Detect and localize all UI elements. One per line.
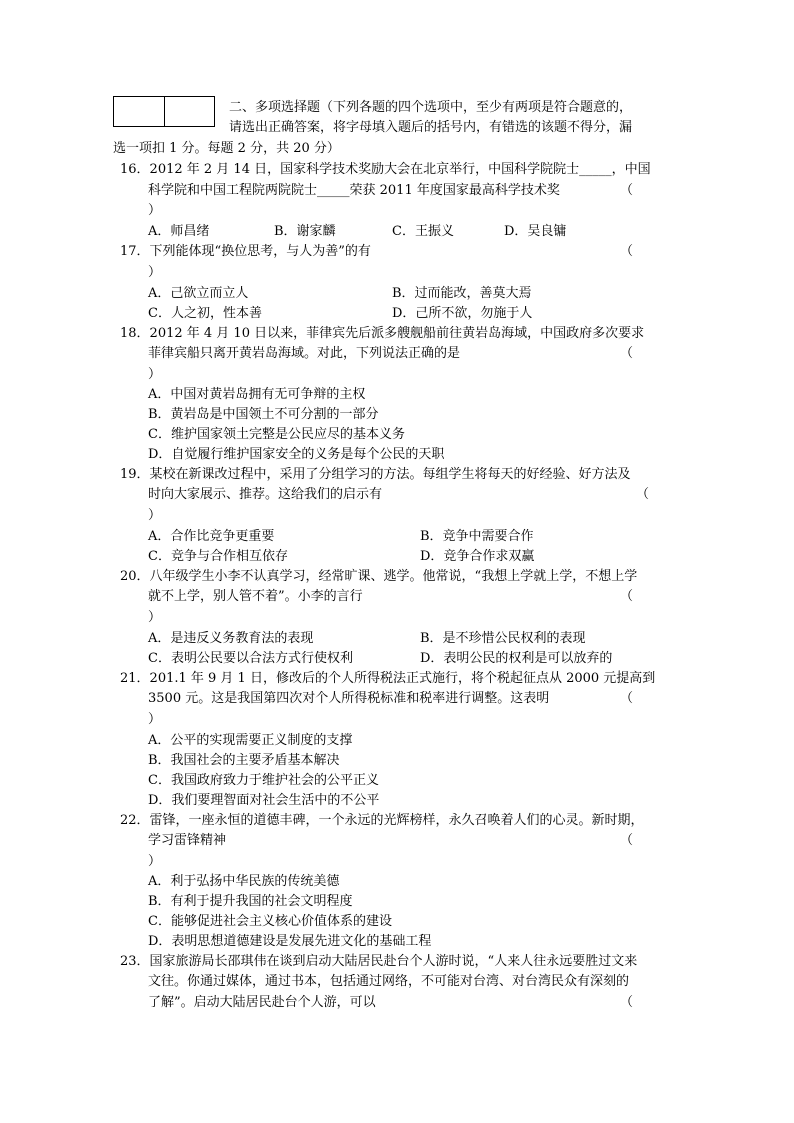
option-c: C．维护国家领土完整是公民应尽的基本义务 (148, 427, 405, 442)
question-20-stem: 就不上学，别人管不着”。小李的言行 (148, 589, 363, 604)
option-a: A．中国对黄岩岛拥有无可争辩的主权 (148, 387, 366, 402)
answer-paren-open: （ (620, 183, 634, 198)
option-b: B．是不珍惜公民权利的表现 (420, 631, 586, 646)
answer-paren-open: （ (636, 487, 650, 502)
answer-paren-close: ） (148, 367, 162, 382)
score-box (113, 96, 215, 127)
question-18-stem: 18．2012 年 4 月 10 日以来，菲律宾先后派多艘舰船前往黄岩岛海域，中国政府多次要求 (120, 326, 645, 341)
question-16-stem: 科学院和中国工程院两院院士_____荣获 2011 年度国家最高科学技术奖 (148, 183, 560, 198)
option-a: A．利于弘扬中华民族的传统美德 (148, 874, 340, 889)
answer-paren-close: ） (148, 265, 162, 280)
question-22-stem: 22．雷锋，一座永恒的道德丰碑，一个永远的光辉榜样，永久召唤着人们的心灵。新时期， (120, 813, 644, 828)
option-c: C．竞争与合作相互依存 (148, 549, 288, 564)
answer-paren-close: ） (148, 203, 162, 218)
question-17-stem: 17．下列能体现“换位思考，与人为善”的有 (120, 244, 371, 259)
question-21-stem: 3500 元。这是我国第四次对个人所得税标准和税率进行调整。这表明 (148, 691, 550, 706)
option-c: C．能够促进社会主义核心价值体系的建设 (148, 914, 392, 929)
section-heading: 二、多项选择题（下列各题的四个选项中，至少有两项是符合题意的， (229, 100, 633, 115)
option-a: A．公平的实现需要正义制度的支撑 (148, 733, 353, 748)
answer-paren-open: （ (620, 691, 634, 706)
option-d: D．竞争合作求双赢 (420, 549, 535, 564)
option-a: A．合作比竞争更重要 (148, 529, 275, 544)
answer-paren-close: ） (148, 854, 162, 869)
answer-paren-close: ） (148, 610, 162, 625)
question-19-stem: 19．某校在新课改过程中，采用了分组学习的方法。每组学生将每天的好经验、好方法及 (120, 467, 631, 482)
option-c: C．人之初，性本善 (148, 306, 262, 321)
option-b: B．谢家麟 (274, 224, 336, 239)
question-23-stem: 23．国家旅游局长邵琪伟在谈到启动大陆居民赴台个人游时说，“人来人往永远要胜过文来 (120, 954, 638, 969)
answer-paren-close: ） (148, 508, 162, 523)
option-c: C．表明公民要以合法方式行使权利 (148, 651, 353, 666)
option-b: B．过而能改，善莫大焉 (392, 286, 532, 301)
question-23-stem: 文往。你通过媒体，通过书本，包括通过网络，不可能对台湾、对台湾民众有深刻的 (148, 974, 630, 989)
question-20-stem: 20．八年级学生小李不认真学习，经常旷课、逃学。他常说，“我想上学就上学，不想上学 (120, 569, 638, 584)
answer-paren-close: ） (148, 712, 162, 727)
option-a: A．己欲立而立人 (148, 286, 249, 301)
question-22-stem: 学习雷锋精神 (148, 833, 227, 848)
answer-paren-open: （ (620, 833, 634, 848)
question-19-stem: 时向大家展示、推荐。这给我们的启示有 (148, 487, 383, 502)
option-a: A．师昌绪 (148, 224, 210, 239)
question-21-stem: 21．201.1 年 9 月 1 日，修改后的个人所得税法正式施行，将个税起征点从 2000 元提高到 (120, 671, 656, 686)
option-d: D．自觉履行维护国家安全的义务是每个公民的天职 (148, 447, 445, 462)
answer-paren-open: （ (620, 589, 634, 604)
section-scoring: 选一项扣 1 分。每题 2 分，共 20 分） (113, 141, 340, 156)
option-b: B．黄岩岛是中国领土不可分割的一部分 (148, 407, 379, 422)
question-18-stem: 菲律宾船只离开黄岩岛海域。对此，下列说法正确的是 (148, 346, 461, 361)
option-d: D．表明公民的权利是可以放弃的 (420, 651, 613, 666)
question-23-stem: 了解”。启动大陆居民赴台个人游，可以 (148, 995, 376, 1010)
option-b: B．竞争中需要合作 (420, 529, 534, 544)
question-16-stem: 16．2012 年 2 月 14 日，国家科学技术奖励大会在北京举行，中国科学院院士_____，中国 (120, 162, 651, 177)
option-c: C．我国政府致力于维护社会的公平正义 (148, 773, 379, 788)
answer-paren-open: （ (620, 346, 634, 361)
option-b: B．有利于提升我国的社会文明程度 (148, 894, 353, 909)
option-d: D．吴良镛 (504, 224, 567, 239)
option-d: D．我们要理智面对社会生活中的不公平 (148, 793, 380, 808)
answer-paren-open: （ (620, 995, 634, 1010)
answer-paren-open: （ (620, 244, 634, 259)
option-a: A．是违反义务教育法的表现 (148, 631, 314, 646)
score-cell (114, 97, 165, 126)
option-b: B．我国社会的主要矛盾基本解决 (148, 753, 340, 768)
section-instructions: 请选出正确答案，将字母填入题后的括号内，有错选的该题不得分，漏 (229, 120, 633, 135)
score-cell (165, 97, 215, 126)
option-d: D．己所不欲，勿施于人 (392, 306, 533, 321)
option-c: C．王振义 (392, 224, 454, 239)
option-d: D．表明思想道德建设是发展先进文化的基础工程 (148, 934, 432, 949)
